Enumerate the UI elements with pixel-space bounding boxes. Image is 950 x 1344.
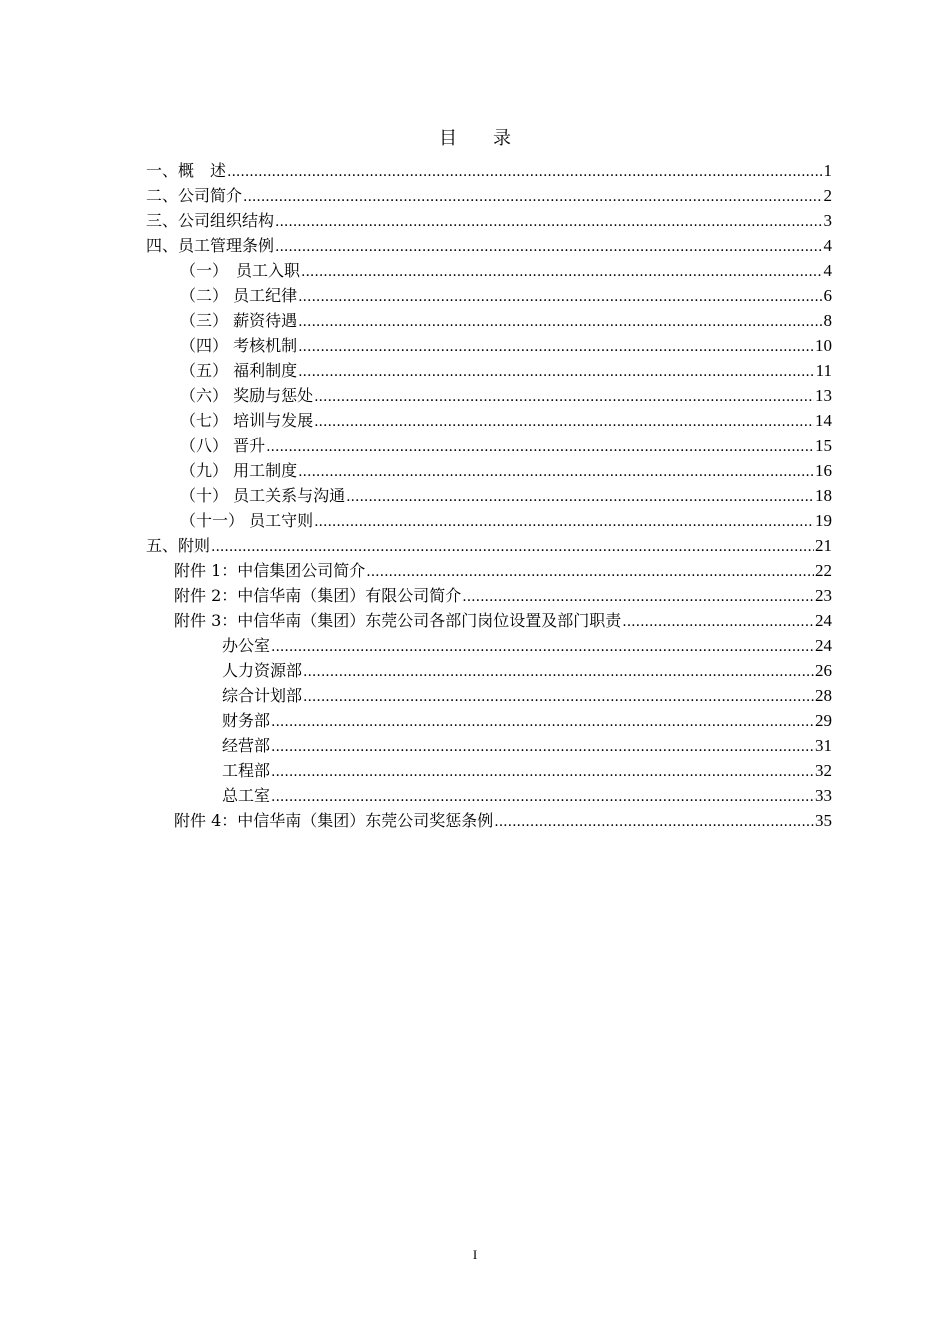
toc-entry-dept-engineering[interactable] <box>222 758 832 783</box>
dot-leader <box>494 810 814 835</box>
dot-leader <box>275 210 822 235</box>
dot-leader <box>298 335 814 360</box>
toc-entry-page: 15 <box>815 436 832 455</box>
toc-entry-4-1[interactable] <box>180 258 832 283</box>
toc-entry-page: 19 <box>815 511 832 530</box>
dot-leader <box>314 385 814 410</box>
toc-entry-1[interactable] <box>146 158 832 183</box>
toc-entry-text: 二、公司简介 <box>146 186 243 205</box>
toc-entry-text: 财务部 <box>222 711 271 730</box>
toc-entry-5[interactable] <box>146 533 832 558</box>
toc-entry-4-7[interactable] <box>180 408 832 433</box>
toc-entry-4-5[interactable] <box>180 358 832 383</box>
dot-leader <box>298 310 822 335</box>
dot-leader <box>266 435 814 460</box>
toc-entry-text: （七） 培训与发展 <box>180 411 314 430</box>
toc-entry-dept-finance[interactable] <box>222 708 832 733</box>
toc-entry-text: 人力资源部 <box>222 661 303 680</box>
toc-entry-page: 24 <box>815 636 832 655</box>
toc-entry-page: 13 <box>815 386 832 405</box>
toc-entry-text: 四、员工管理条例 <box>146 236 275 255</box>
dot-leader <box>622 610 814 635</box>
toc-title: 目 录 <box>439 128 511 149</box>
toc-entry-page: 2 <box>823 186 832 205</box>
dot-leader <box>271 785 814 810</box>
toc-entry-appendix-3[interactable] <box>174 608 832 633</box>
toc-entry-dept-chief-engineer[interactable] <box>222 783 832 808</box>
toc-entry-page: 3 <box>823 211 832 230</box>
toc-entry-text: 五、附则 <box>146 536 211 555</box>
dot-leader <box>227 160 822 185</box>
toc-entry-text: 综合计划部 <box>222 686 303 705</box>
toc-entry-4-2[interactable] <box>180 283 832 308</box>
toc-entry-3[interactable] <box>146 208 832 233</box>
toc-entry-text: （十一） 员工守则 <box>180 511 314 530</box>
toc-entry-page: 33 <box>815 786 832 805</box>
dot-leader <box>271 710 814 735</box>
dot-leader <box>314 410 814 435</box>
toc-entry-text: 三、公司组织结构 <box>146 211 275 230</box>
toc-entry-text: （八） 晋升 <box>180 436 266 455</box>
dot-leader <box>298 285 822 310</box>
toc-entry-page: 1 <box>823 161 832 180</box>
toc-entry-page: 14 <box>815 411 832 430</box>
footer-page-number: I <box>472 1247 478 1262</box>
toc-entry-appendix-4[interactable] <box>174 808 832 833</box>
toc-entry-appendix-2[interactable] <box>174 583 832 608</box>
toc-entry-4-4[interactable] <box>180 333 832 358</box>
toc-entry-page: 4 <box>823 236 832 255</box>
toc-entry-4-8[interactable] <box>180 433 832 458</box>
toc-entry-page: 22 <box>815 561 832 580</box>
toc-entry-text: （四） 考核机制 <box>180 336 298 355</box>
toc-entry-page: 23 <box>815 586 832 605</box>
toc-entry-page: 21 <box>815 536 832 555</box>
toc-entry-text: 一、概 述 <box>146 161 227 180</box>
toc-entry-2[interactable] <box>146 183 832 208</box>
dot-leader <box>298 360 815 385</box>
dot-leader <box>346 485 814 510</box>
dot-leader <box>462 585 814 610</box>
toc-entry-page: 35 <box>815 811 832 830</box>
toc-entry-page: 10 <box>815 336 832 355</box>
dot-leader <box>314 510 814 535</box>
toc-entry-text: 附件 2：中信华南（集团）有限公司简介 <box>174 586 462 605</box>
dot-leader <box>271 760 814 785</box>
toc-entry-text: 经营部 <box>222 736 271 755</box>
toc-entry-dept-office[interactable] <box>222 633 832 658</box>
toc-entry-4[interactable] <box>146 233 832 258</box>
toc-entry-text: 附件 1：中信集团公司简介 <box>174 561 366 580</box>
toc-entry-text: （一） 员工入职 <box>180 261 301 280</box>
dot-leader <box>303 685 814 710</box>
dot-leader <box>301 260 822 285</box>
toc-entry-text: （五） 福利制度 <box>180 361 298 380</box>
toc-entry-dept-business[interactable] <box>222 733 832 758</box>
toc-entry-page: 16 <box>815 461 832 480</box>
toc-entry-page: 32 <box>815 761 832 780</box>
toc-entry-text: 办公室 <box>222 636 271 655</box>
toc-entry-4-10[interactable] <box>180 483 832 508</box>
toc-entry-text: 总工室 <box>222 786 271 805</box>
toc-entry-page: 11 <box>815 361 832 380</box>
dot-leader <box>275 235 822 260</box>
dot-leader <box>271 635 814 660</box>
dot-leader <box>211 535 814 560</box>
toc-entry-appendix-1[interactable] <box>174 558 832 583</box>
toc-entry-text: （三） 薪资待遇 <box>180 311 298 330</box>
dot-leader <box>298 460 814 485</box>
dot-leader <box>366 560 814 585</box>
toc-entry-4-9[interactable] <box>180 458 832 483</box>
toc-entry-page: 4 <box>823 261 832 280</box>
toc-entry-page: 31 <box>815 736 832 755</box>
toc-entry-text: （六） 奖励与惩处 <box>180 386 314 405</box>
toc-entry-page: 24 <box>815 611 832 630</box>
toc-entry-text: （十） 员工关系与沟通 <box>180 486 346 505</box>
toc-entry-text: 工程部 <box>222 761 271 780</box>
dot-leader <box>243 185 822 210</box>
toc-entry-page: 8 <box>823 311 832 330</box>
toc-entry-dept-hr[interactable] <box>222 658 832 683</box>
toc-entry-page: 28 <box>815 686 832 705</box>
toc-entry-4-11[interactable] <box>180 508 832 533</box>
toc-entry-dept-planning[interactable] <box>222 683 832 708</box>
toc-entry-text: 附件 3：中信华南（集团）东莞公司各部门岗位设置及部门职责 <box>174 611 622 630</box>
toc-entry-text: 附件 4：中信华南（集团）东莞公司奖惩条例 <box>174 811 494 830</box>
toc-entry-page: 26 <box>815 661 832 680</box>
dot-leader <box>271 735 814 760</box>
toc-entry-page: 18 <box>815 486 832 505</box>
dot-leader <box>303 660 814 685</box>
toc-entry-4-6[interactable] <box>180 383 832 408</box>
toc-entry-4-3[interactable] <box>180 308 832 333</box>
toc-entry-page: 6 <box>823 286 832 305</box>
toc-entry-text: （二） 员工纪律 <box>180 286 298 305</box>
toc-entry-text: （九） 用工制度 <box>180 461 298 480</box>
toc-entry-page: 29 <box>815 711 832 730</box>
